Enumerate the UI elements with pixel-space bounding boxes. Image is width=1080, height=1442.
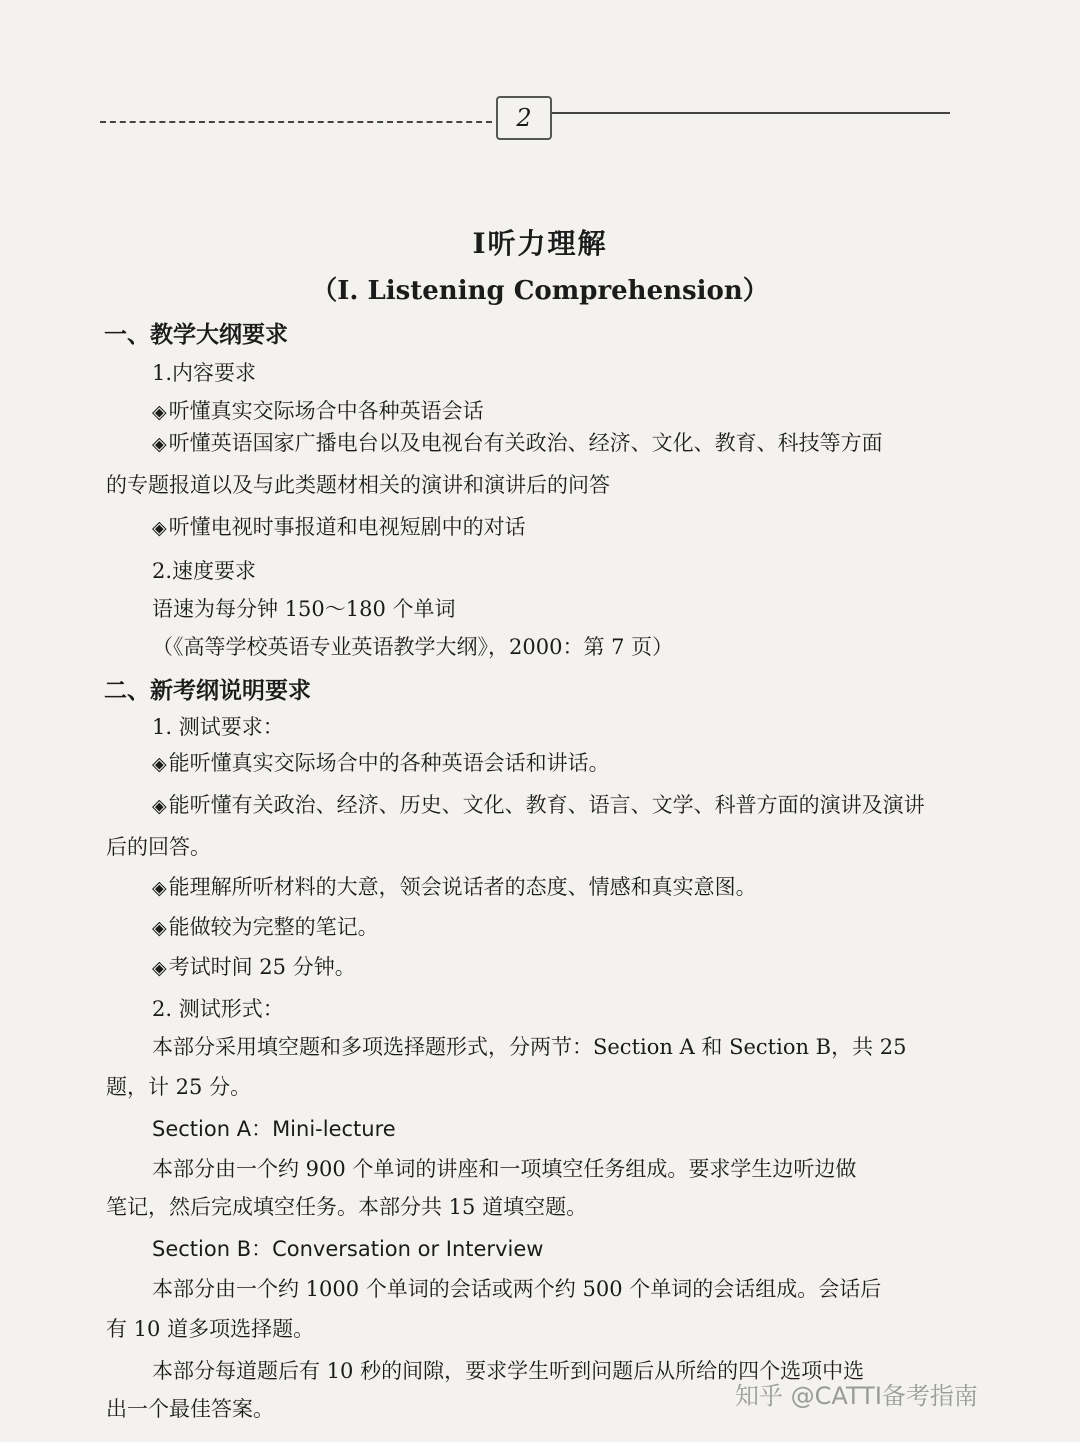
paragraph-line: 有 10 道多项选择题。 xyxy=(106,1317,315,1341)
test-requirements-heading: 1. 测试要求： xyxy=(152,715,284,739)
chapter-subtitle: （I. Listening Comprehension） xyxy=(311,276,769,306)
chapter-title: Ⅰ听力理解 xyxy=(472,227,608,260)
paragraph-line: 本部分每道题后有 10 秒的间隙，要求学生听到问题后从所给的四个选项中选 xyxy=(152,1359,865,1383)
diamond-bullet-icon: ◈ xyxy=(152,957,167,979)
paragraph-line: 本部分由一个约 900 个单词的讲座和一项填空任务组成。要求学生边听边做 xyxy=(152,1157,857,1181)
bullet-item: ◈听懂真实交际场合中各种英语会话 xyxy=(152,399,484,423)
header-rule-right xyxy=(552,112,950,114)
header-rule-left xyxy=(100,121,492,123)
test-form-heading: 2. 测试形式： xyxy=(152,997,284,1021)
speed-requirements-heading: 2.速度要求 xyxy=(152,559,257,583)
bullet-item: ◈能理解所听材料的大意，领会说话者的态度、情感和真实意图。 xyxy=(152,875,757,899)
diamond-bullet-icon: ◈ xyxy=(152,401,167,423)
paragraph-line: 题，计 25 分。 xyxy=(106,1075,252,1099)
source-citation: （《高等学校英语专业英语教学大纲》，2000：第 7 页） xyxy=(152,635,674,659)
section-a-title: Section A：Mini-lecture xyxy=(152,1117,396,1141)
diamond-bullet-icon: ◈ xyxy=(152,917,167,939)
bullet-continuation: 的专题报道以及与此类题材相关的演讲和演讲后的问答 xyxy=(106,473,610,497)
section2-heading: 二、新考纲说明要求 xyxy=(104,677,311,704)
content-requirements-heading: 1.内容要求 xyxy=(152,361,257,385)
speed-text: 语速为每分钟 150～180 个单词 xyxy=(152,597,456,621)
section1-heading: 一、教学大纲要求 xyxy=(104,321,288,348)
bullet-item: ◈能听懂有关政治、经济、历史、文化、教育、语言、文学、科普方面的演讲及演讲 xyxy=(152,793,925,817)
page-number: 2 xyxy=(496,96,552,140)
diamond-bullet-icon: ◈ xyxy=(152,433,167,455)
watermark-text: 知乎 @CATTI备考指南 xyxy=(735,1382,978,1410)
bullet-item: ◈听懂电视时事报道和电视短剧中的对话 xyxy=(152,515,526,539)
bullet-item: ◈能做较为完整的笔记。 xyxy=(152,915,379,939)
diamond-bullet-icon: ◈ xyxy=(152,795,167,817)
paragraph-line: 笔记，然后完成填空任务。本部分共 15 道填空题。 xyxy=(106,1195,588,1219)
paragraph-line: 出一个最佳答案。 xyxy=(106,1397,274,1421)
bullet-item: ◈能听懂真实交际场合中的各种英语会话和讲话。 xyxy=(152,751,610,775)
bullet-item: ◈听懂英语国家广播电台以及电视台有关政治、经济、文化、教育、科技等方面 xyxy=(152,431,883,455)
diamond-bullet-icon: ◈ xyxy=(152,877,167,899)
diamond-bullet-icon: ◈ xyxy=(152,517,167,539)
paragraph-line: 本部分采用填空题和多项选择题形式，分两节：Section A 和 Section B，共 25 xyxy=(152,1035,907,1059)
paragraph-line: 本部分由一个约 1000 个单词的会话或两个约 500 个单词的会话组成。会话后 xyxy=(152,1277,882,1301)
bullet-continuation: 后的回答。 xyxy=(106,835,211,859)
section-b-title: Section B：Conversation or Interview xyxy=(152,1237,544,1261)
bullet-item: ◈考试时间 25 分钟。 xyxy=(152,955,356,979)
diamond-bullet-icon: ◈ xyxy=(152,753,167,775)
